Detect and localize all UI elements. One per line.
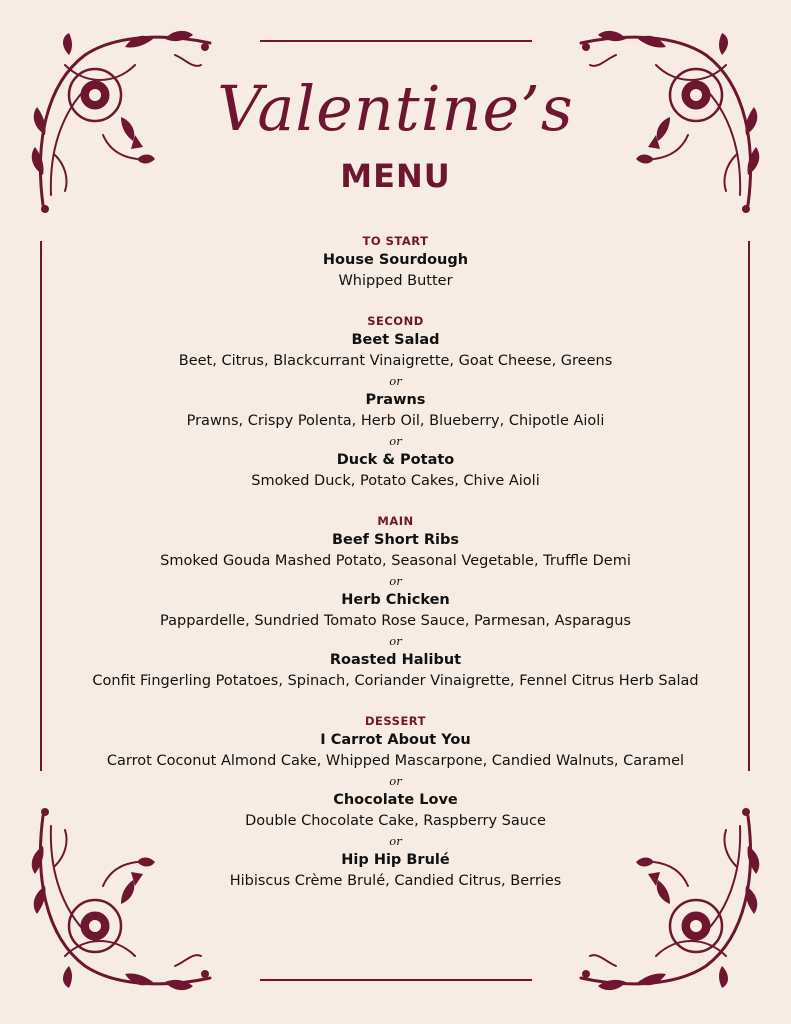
course-label: TO START [362, 234, 429, 248]
dish-name: Beef Short Ribs [331, 532, 460, 548]
dish-name: Chocolate Love [333, 792, 458, 808]
dish-name: Prawns [365, 392, 426, 408]
or-separator: or [389, 834, 402, 848]
course-label: DESSERT [365, 714, 426, 728]
course-label: MAIN [377, 514, 414, 528]
course-to-start [0, 233, 791, 292]
dish-description: Hibiscus Crème Brulé, Candied Citrus, Berries [229, 873, 562, 889]
menu-body [0, 233, 791, 913]
menu-title: MENU [340, 157, 451, 195]
or-separator: or [389, 574, 402, 588]
course-second [0, 313, 791, 492]
dish-name: I Carrot About You [320, 732, 471, 748]
dish-name: Herb Chicken [341, 592, 450, 608]
dish-name: Roasted Halibut [329, 652, 462, 668]
dish-description: Smoked Duck, Potato Cakes, Chive Aioli [251, 473, 540, 489]
course-dessert [0, 713, 791, 892]
course-main [0, 513, 791, 692]
dish-name: Hip Hip Brulé [341, 852, 450, 868]
top-divider [260, 40, 532, 42]
or-separator: or [389, 434, 402, 448]
dish-description: Whipped Butter [338, 273, 453, 289]
dish-description: Carrot Coconut Almond Cake, Whipped Mascarpone, Candied Walnuts, Caramel [106, 753, 685, 769]
dish-name: Duck & Potato [336, 452, 455, 468]
dish-name: Beet Salad [351, 332, 440, 348]
dish-description: Beet, Citrus, Blackcurrant Vinaigrette, Goat Cheese, Greens [178, 353, 613, 369]
or-separator: or [389, 634, 402, 648]
dish-description: Smoked Gouda Mashed Potato, Seasonal Vegetable, Truffle Demi [160, 553, 631, 569]
dish-name: House Sourdough [322, 252, 469, 268]
script-title: Valentine’s [217, 72, 574, 145]
dish-description: Pappardelle, Sundried Tomato Rose Sauce, Parmesan, Asparagus [160, 613, 631, 629]
dish-description: Prawns, Crispy Polenta, Herb Oil, Blueberry, Chipotle Aioli [186, 413, 605, 429]
dish-description: Confit Fingerling Potatoes, Spinach, Coriander Vinaigrette, Fennel Citrus Herb Salad [92, 673, 699, 689]
or-separator: or [389, 374, 402, 388]
bottom-divider [260, 979, 532, 981]
or-separator: or [389, 774, 402, 788]
dish-description: Double Chocolate Cake, Raspberry Sauce [245, 813, 546, 829]
course-label: SECOND [367, 314, 424, 328]
